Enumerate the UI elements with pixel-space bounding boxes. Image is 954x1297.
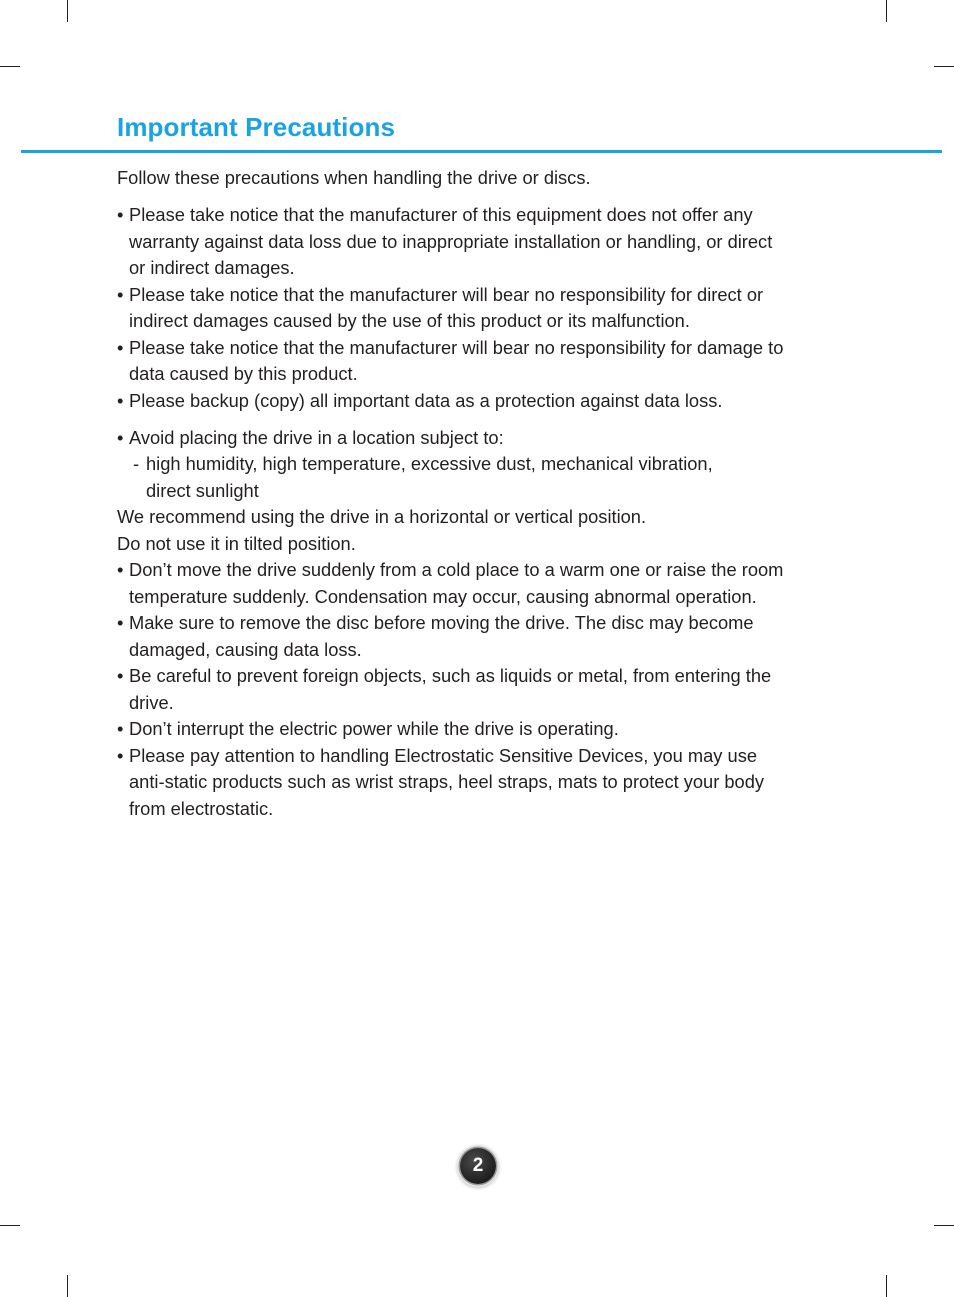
crop-mark-left-top [0,66,20,67]
crop-mark-bottom-right [886,1275,887,1297]
bullet-icon: • [117,718,124,739]
list-item: • Don’t move the drive suddenly from a cold place to a warm one or raise the room temperature suddenly. Condensation may occur, causing abnormal operation. [117,559,784,607]
crop-mark-right-bottom [934,1225,954,1226]
crop-mark-right-top [934,66,954,67]
intro-text: Follow these precautions when handling the drive or discs. [117,167,591,188]
title-underline [21,150,942,153]
bullet-icon: • [117,204,124,225]
crop-mark-bottom-left [67,1275,68,1297]
precautions-content [117,165,857,822]
recommend-text: Do not use it in tilted position. [117,532,356,554]
bullet-icon: • [117,283,124,305]
list-item: • Please take notice that the manufacturer will bear no responsibility for damage to data caused by this product. [117,336,784,384]
bullet-icon: • [117,336,124,358]
list-item: • Be careful to prevent foreign objects, such as liquids or metal, from entering the drive. [117,665,772,713]
list-item: • Please take notice that the manufacturer will bear no responsibility for direct or indirect damages caused by the use of this product or its malfunction. [117,283,764,331]
precautions-list-data [117,202,857,414]
list-item: • Avoid placing the drive in a location subject to: [117,425,857,452]
bullet-icon: • [117,426,124,448]
crop-mark-top-right [886,0,887,22]
crop-mark-top-left [67,0,68,22]
bullet-icon: • [117,559,124,580]
page-number: 2 [472,1155,484,1176]
precautions-list-handling [117,425,857,823]
sub-list-item: - high humidity, high temperature, excessive dust, mechanical vibration, direct sunlight [133,453,713,501]
bullet-icon: • [117,389,124,411]
crop-mark-left-bottom [0,1225,20,1226]
list-item: • Make sure to remove the disc before moving the drive. The disc may become damaged, causing data loss. [117,612,754,660]
list-item: • Please backup (copy) all important data as a protection against data loss. [117,388,857,415]
list-item: • Don’t interrupt the electric power while the drive is operating. [117,716,857,743]
recommend-text: We recommend using the drive in a horizontal or vertical position. [117,506,647,527]
dash-icon: - [133,453,140,474]
page-title: Important Precautions [117,112,396,142]
bullet-icon: • [117,665,124,686]
list-item: • Please pay attention to handling Electrostatic Sensitive Devices, you may use anti-static products such as wrist straps, heel straps, mats to protect your body from electrostatic. [117,744,765,819]
bullet-icon: • [117,612,124,633]
bullet-icon: • [117,744,124,766]
page-number-badge [460,1148,496,1184]
list-item: • Please take notice that the manufacturer of this equipment does not offer any warranty against data loss due to inappropriate installation or handling, or direct or indirect damages. [117,204,773,278]
